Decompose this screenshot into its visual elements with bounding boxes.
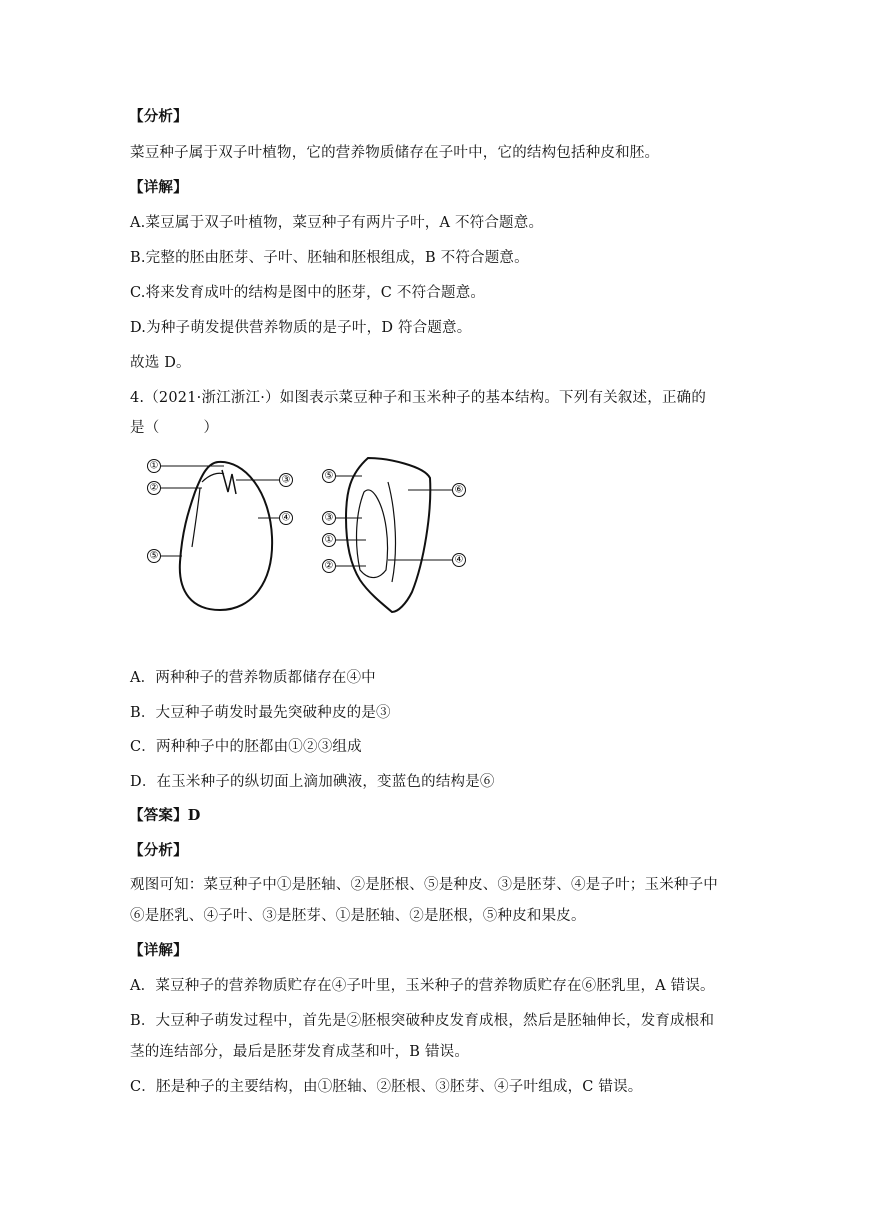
detail-line-b: B.完整的胚由胚芽、子叶、胚轴和胚根组成，B 不符合题意。 — [130, 250, 529, 266]
bean-leader-lines — [160, 466, 280, 556]
option-b: B．大豆种子萌发时最先突破种皮的是③ — [130, 705, 391, 721]
q4-detail-heading: 【详解】 — [129, 942, 188, 959]
seed-structure-figure — [140, 452, 490, 622]
option-d: D．在玉米种子的纵切面上滴加碘液，变蓝色的结构是⑥ — [130, 774, 495, 790]
bean-label-text — [150, 461, 291, 562]
corn-label-3: ③ — [324, 512, 334, 524]
option-c: C．两种种子中的胚都由①②③组成 — [130, 739, 362, 755]
q4-detail-line-b: B．大豆种子萌发过程中，首先是②胚根突破种皮发育成根，然后是胚轴伸长，发育成根和 — [130, 1013, 715, 1029]
q4-detail-line-c: C．胚是种子的主要结构，由①胚轴、②胚根、③胚芽、④子叶组成，C 错误。 — [130, 1079, 643, 1095]
corn-scutellum — [388, 482, 395, 582]
bean-label-5: ⑤ — [149, 550, 159, 562]
q4-detail-line-a: A．菜豆种子的营养物质贮存在④子叶里，玉米种子的营养物质贮存在⑥胚乳里，A 错误。 — [130, 978, 715, 994]
corn-label-2: ② — [324, 560, 334, 572]
detail-line-d: D.为种子萌发提供营养物质的是子叶，D 符合题意。 — [130, 320, 472, 336]
corn-embryo-outline — [357, 490, 388, 578]
option-a: A．两种种子的营养物质都储存在④中 — [130, 670, 376, 686]
corn-pericarp — [346, 458, 430, 612]
corn-label-6: ⑥ — [454, 484, 464, 496]
detail-line-c: C.将来发育成叶的结构是图中的胚芽，C 不符合题意。 — [130, 285, 486, 301]
q4-analysis-line-1: 观图可知：菜豆种子中①是胚轴、②是胚根、⑤是种皮、③是胚芽、④是子叶；玉米种子中 — [130, 877, 718, 893]
bean-label-2: ② — [149, 482, 159, 494]
detail-line-a: A.菜豆属于双子叶植物，菜豆种子有两片子叶，A 不符合题意。 — [130, 215, 544, 231]
corn-label-1: ① — [324, 534, 334, 546]
detail-heading: 【详解】 — [129, 179, 188, 196]
bean-radicle — [202, 473, 224, 482]
bean-label-1: ① — [149, 460, 159, 472]
corn-label-4: ④ — [454, 554, 464, 566]
q4-analysis-heading: 【分析】 — [129, 842, 188, 859]
conclusion: 故选 D。 — [130, 355, 191, 371]
question-stem-cont: 是（ ） — [130, 420, 219, 436]
q4-analysis-line-2: ⑥是胚乳、④子叶、③是胚芽、①是胚轴、②是胚根，⑤种皮和果皮。 — [130, 908, 586, 924]
bean-label-circles — [148, 460, 293, 563]
question-stem: 4.（2021·浙江浙江·）如图表示菜豆种子和玉米种子的基本结构。下列有关叙述，正确的 — [130, 390, 707, 406]
bean-label-4: ④ — [281, 512, 291, 524]
answer: 【答案】D — [129, 807, 201, 824]
q4-detail-line-b-cont: 茎的连结部分，最后是胚芽发育成茎和叶，B 错误。 — [130, 1044, 470, 1060]
analysis-text: 菜豆种子属于双子叶植物，它的营养物质储存在子叶中，它的结构包括种皮和胚。 — [130, 145, 660, 161]
bean-label-3: ③ — [281, 474, 291, 486]
corn-label-5: ⑤ — [324, 470, 334, 482]
corn-seed-diagram — [346, 458, 430, 612]
analysis-heading: 【分析】 — [129, 108, 188, 125]
bean-seed-diagram — [180, 462, 272, 610]
